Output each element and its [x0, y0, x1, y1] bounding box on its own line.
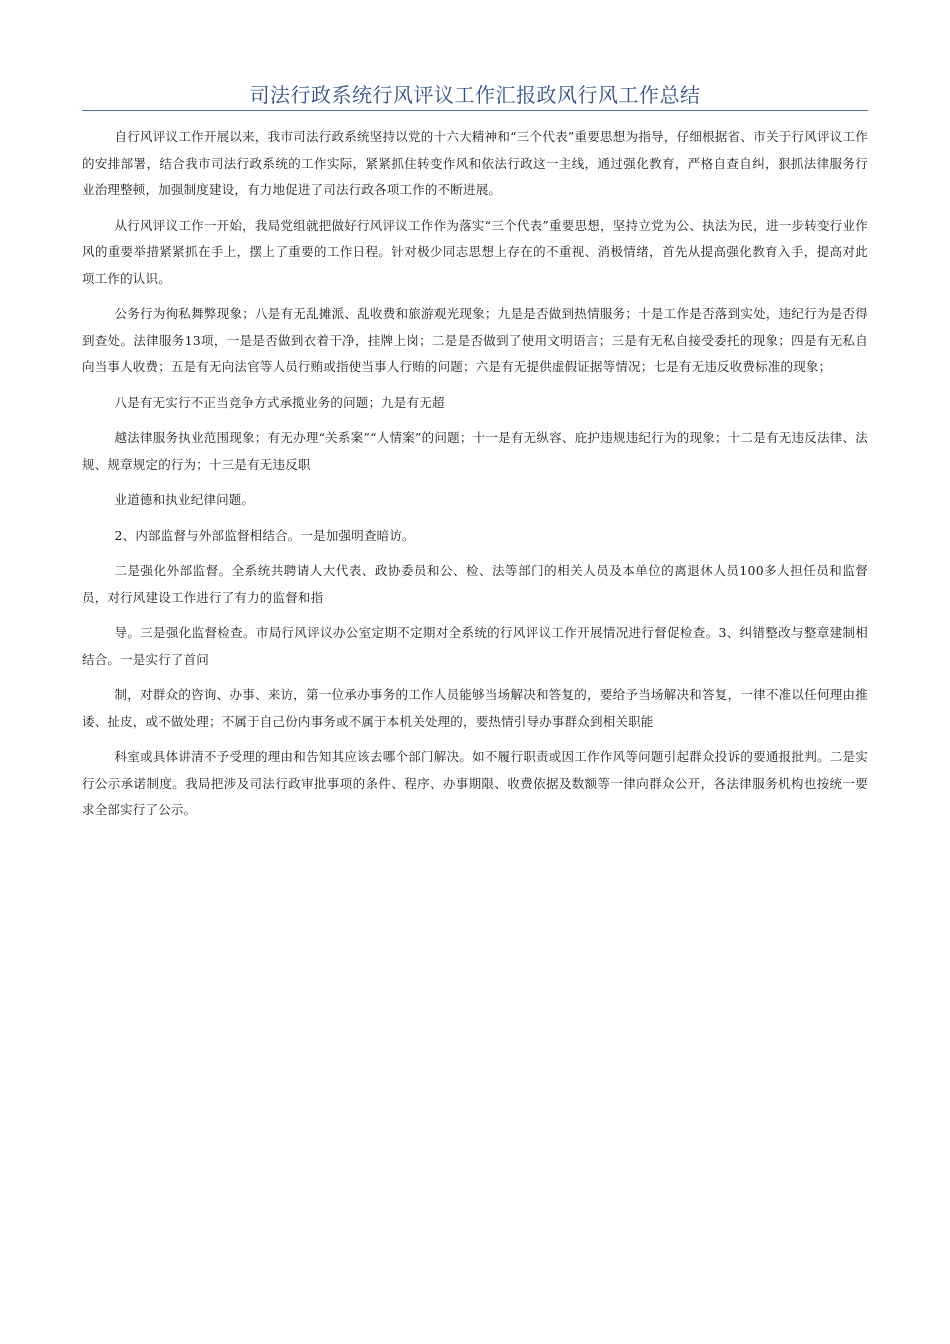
- paragraph: 越法律服务执业范围现象；有无办理“关系案”“人情案”的问题；十一是有无纵容、庇护违规违纪行为的现象；十二是有无违反法律、法规、规章规定的行为；十三是有无违反职: [82, 430, 868, 472]
- paragraph: 导。三是强化监督检查。市局行风评议办公室定期不定期对全系统的行风评议工作开展情况进行督促检查。3、纠错整改与整章建制相结合。一是实行了首问: [82, 625, 868, 667]
- paragraph: 业道德和执业纪律问题。: [114, 492, 255, 507]
- paragraph: 科室或具体讲清不予受理的理由和告知其应该去哪个部门解决。如不履行职责或因工作作风等问题引起群众投诉的要通报批判。二是实行公示承诺制度。我局把涉及司法行政审批事项的条件、程序、办事期限、收费依据及数额等一律向群众公开，各法律服务机构也按统一要求全部实行了公示。: [82, 749, 868, 817]
- paragraph: 二是强化外部监督。全系统共聘请人大代表、政协委员和公、检、法等部门的相关人员及本单位的离退休人员100多人担任员和监督员，对行风建设工作进行了有力的监督和指: [82, 563, 868, 605]
- document-body: [82, 124, 868, 833]
- title-divider: [82, 110, 868, 111]
- paragraph: 公务行为徇私舞弊现象；八是有无乱摊派、乱收费和旅游观光现象；九是是否做到热情服务；十是工作是否落到实处，违纪行为是否得到查处。法律服务13项，一是是否做到衣着干净，挂牌上岗；二是是否做到了使用文明语言；三是有无私自接受委托的现象；四是有无私自向当事人收费；五是有无向法官等人员行贿或指使当事人行贿的问题；六是有无提供虚假证据等情况；七是有无违反收费标准的现象；: [82, 306, 868, 374]
- paragraph: 制，对群众的咨询、办事、来访，第一位承办事务的工作人员能够当场解决和答复的，要给予当场解决和答复，一律不准以任何理由推诿、扯皮，或不做处理；不属于自己份内事务或不属于本机关处理的，要热情引导办事群众到相关职能: [82, 687, 868, 729]
- paragraph: 2、内部监督与外部监督相结合。一是加强明查暗访。: [114, 527, 415, 543]
- document-title: 司法行政系统行风评议工作汇报政风行风工作总结: [249, 83, 701, 107]
- paragraph: 八是有无实行不正当竞争方式承揽业务的问题；九是有无超: [114, 394, 445, 410]
- paragraph: 从行风评议工作一开始，我局党组就把做好行风评议工作作为落实“三个代表”重要思想，坚持立党为公、执法为民，进一步转变行业作风的重要举措紧紧抓在手上，摆上了重要的工作日程。针对极少同志思想上存在的不重视、消极情绪，首先从提高强化教育入手，提高对此项工作的认识。: [82, 217, 868, 286]
- paragraph: 自行风评议工作开展以来，我市司法行政系统坚持以党的十六大精神和“三个代表”重要思想为指导，仔细根据省、市关于行风评议工作的安排部署，结合我市司法行政系统的工作实际，紧紧抓住转变作风和依法行政这一主线，通过强化教育，严格自查自纠，狠抓法律服务行业治理整顿，加强制度建设，有力地促进了司法行政各项工作的不断进展。: [82, 129, 868, 197]
